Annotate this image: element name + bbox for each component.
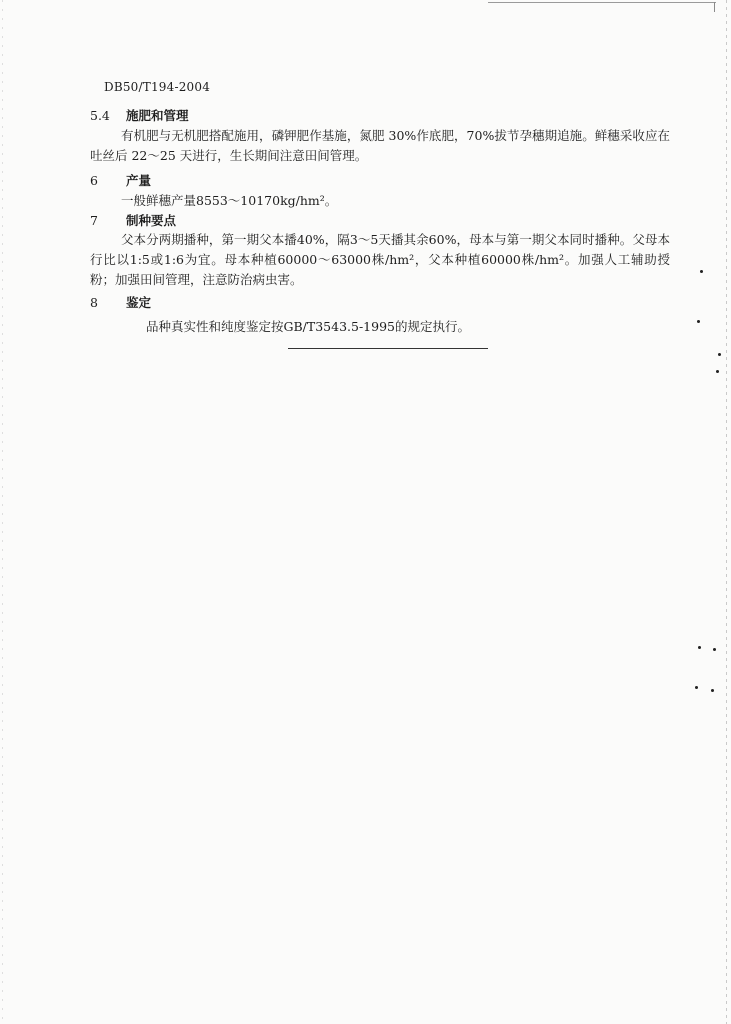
- scan-speck: [711, 689, 714, 692]
- end-rule: [288, 348, 488, 349]
- section-number: 8: [90, 295, 98, 310]
- section-title: 施肥和管理: [126, 108, 189, 123]
- scan-speck: [695, 686, 698, 689]
- section-paragraph: 有机肥与无机肥搭配施用，磷钾肥作基施，氮肥 30%作底肥，70%拔节孕穗期追施。鲜穗采收应在吐丝后 22～25 天进行，生长期间注意田间管理。: [90, 128, 670, 163]
- section-paragraph: 父本分两期播种，第一期父本播40%，隔3～5天播其余60%，母本与第一期父本同时播种。父母本行比以1:5或1:6为宜。母本种植60000～63000株/hm²，父本种植60000株/hm²。加强人工辅助授粉；加强田间管理，注意防治病虫害。: [90, 232, 670, 287]
- top-rule: [488, 2, 716, 3]
- scan-edge-left: [2, 0, 3, 1024]
- scan-speck: [716, 370, 719, 373]
- section-title: 产量: [126, 173, 152, 188]
- scan-speck: [713, 648, 716, 651]
- scan-edge-right: [726, 0, 727, 1024]
- section-paragraph: 一般鲜穗产量8553～10170kg/hm²。: [121, 193, 338, 208]
- scan-speck: [718, 353, 721, 356]
- section-number: 7: [90, 213, 98, 228]
- scan-speck: [700, 270, 703, 273]
- section-title: 鉴定: [126, 295, 152, 310]
- scan-speck: [698, 646, 701, 649]
- section-heading-8: [90, 293, 151, 311]
- scan-speck: [697, 320, 700, 323]
- section-heading-5-4: [90, 106, 189, 124]
- section-paragraph: 品种真实性和纯度鉴定按GB/T3543.5-1995的规定执行。: [146, 319, 470, 334]
- section-number: 6: [90, 173, 98, 188]
- section-heading-7: [90, 211, 176, 229]
- section-heading-6: [90, 171, 151, 189]
- document-code: DB50/T194-2004: [104, 80, 211, 94]
- section-title: 制种要点: [126, 213, 177, 228]
- top-tick: [714, 2, 715, 12]
- section-number: 5.4: [90, 108, 110, 123]
